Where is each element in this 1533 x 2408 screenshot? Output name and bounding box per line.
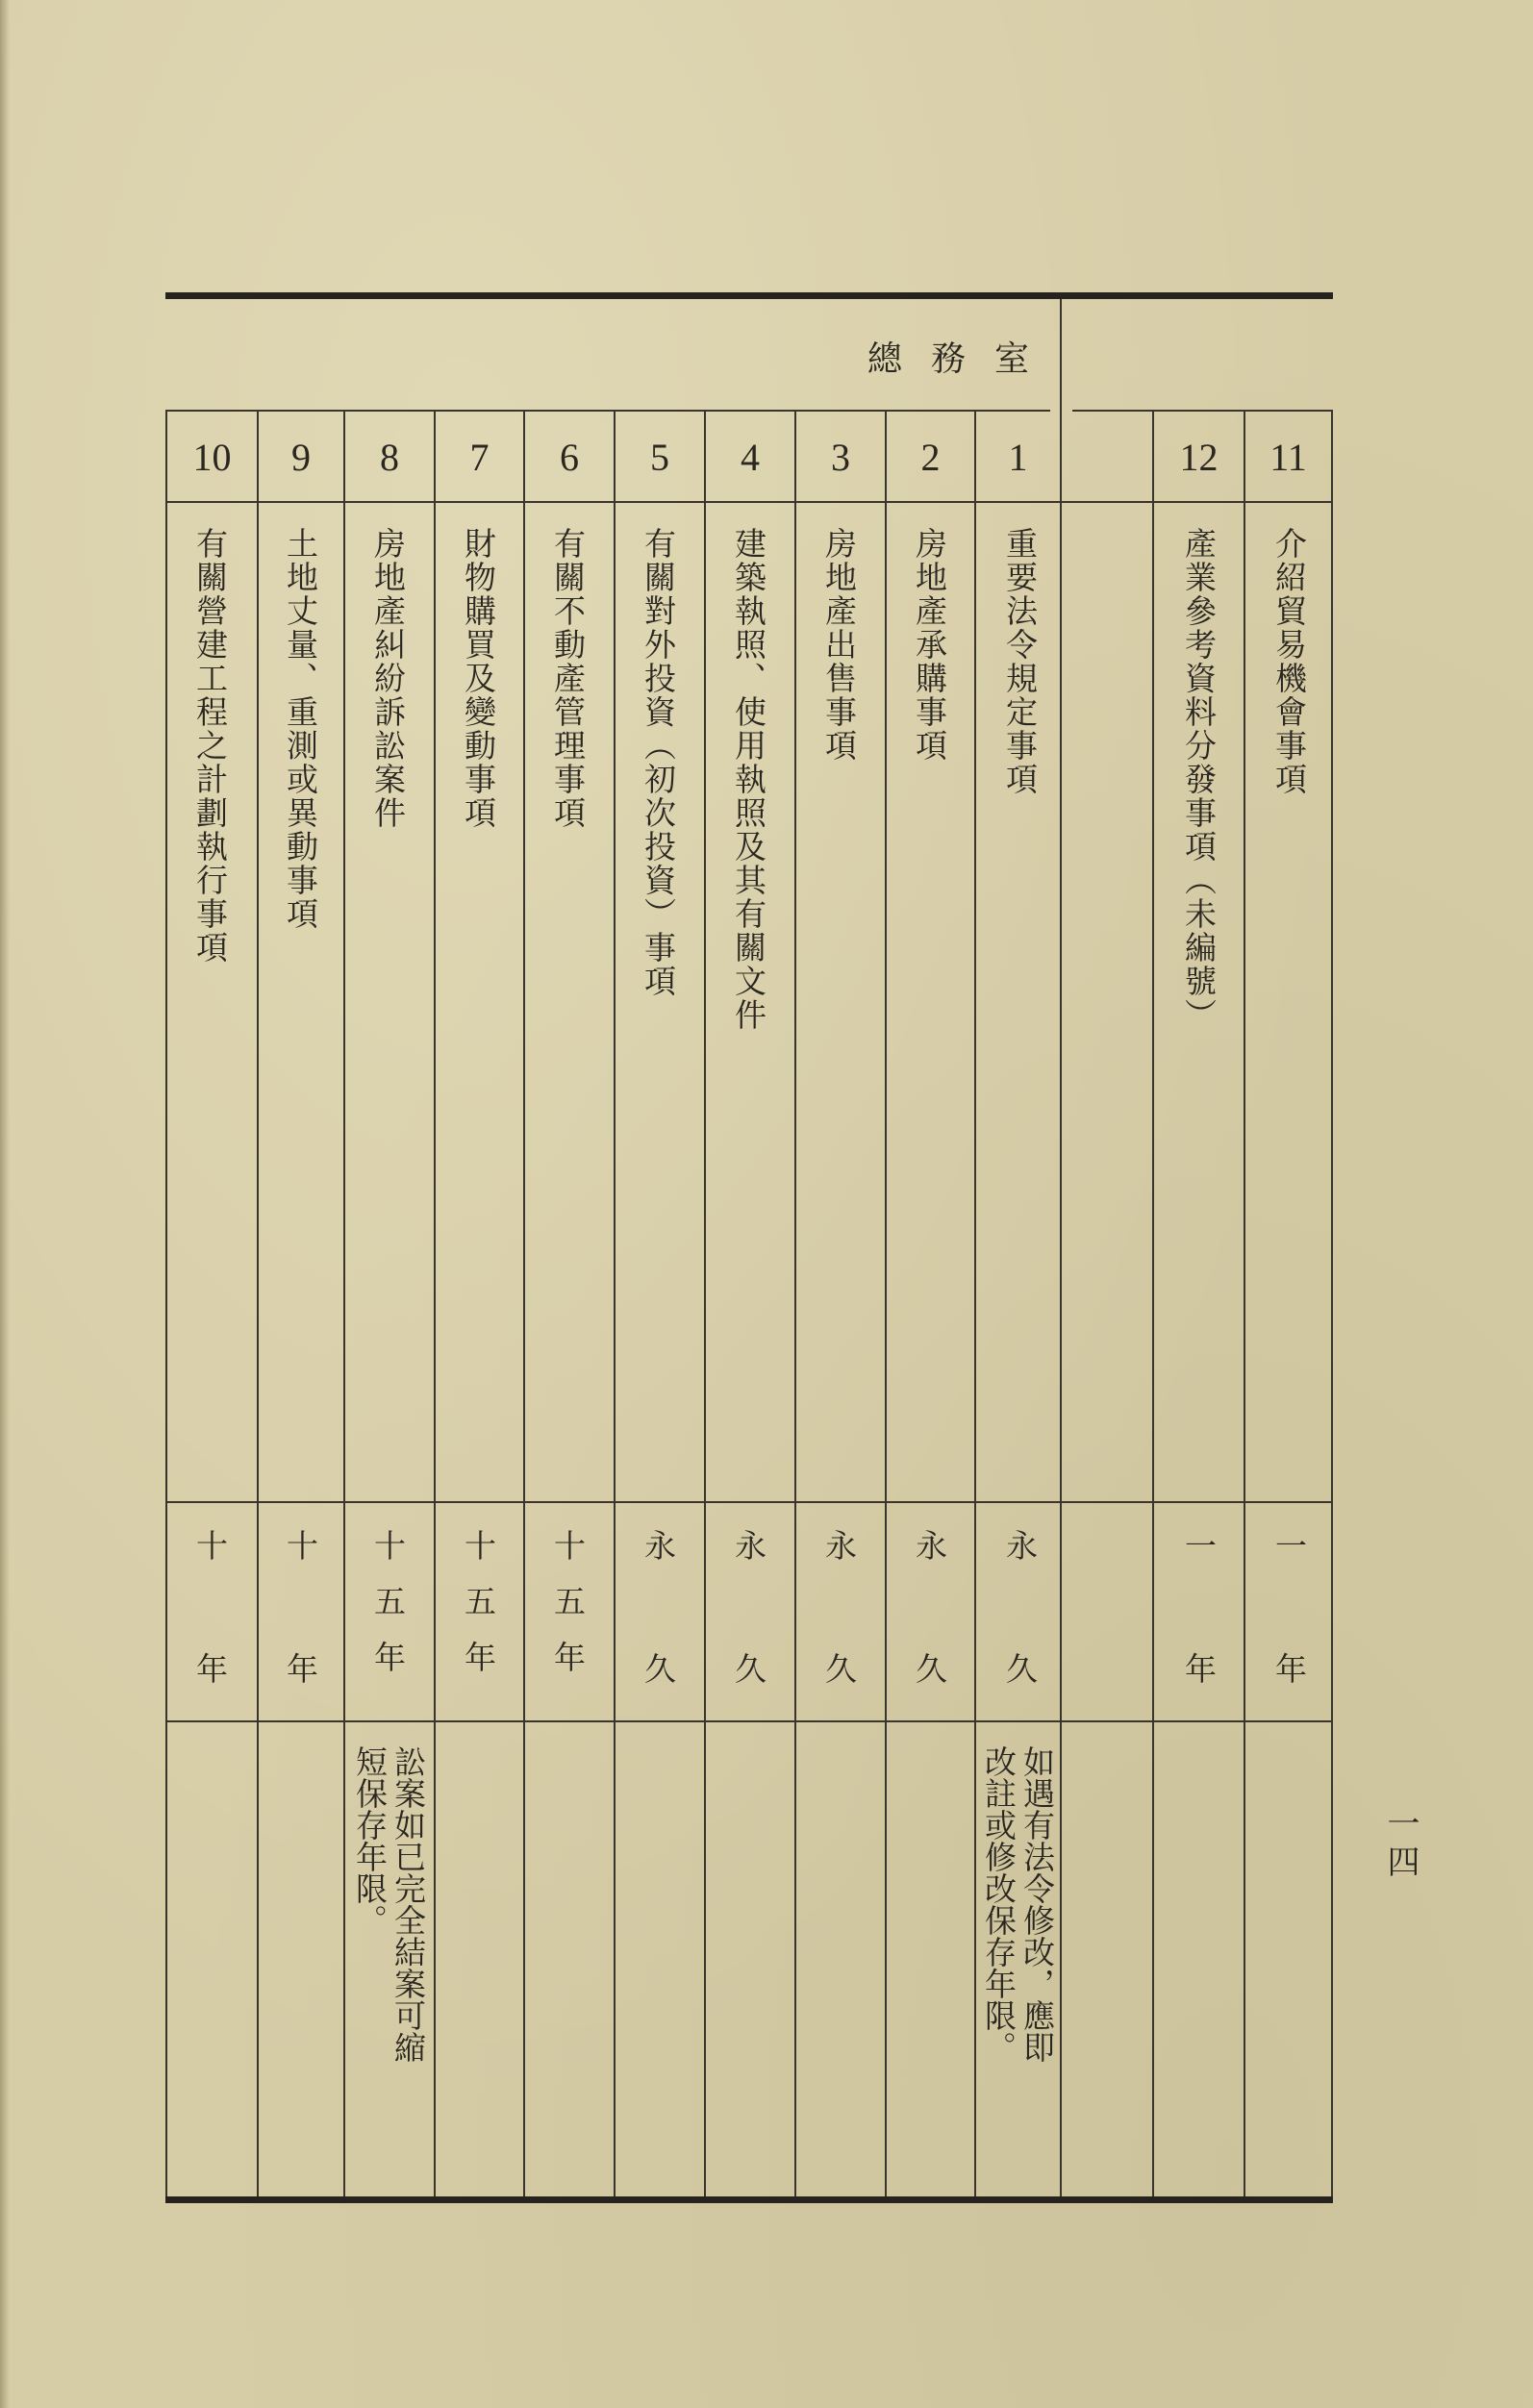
col-line bbox=[165, 412, 167, 2196]
col-line bbox=[794, 412, 796, 2196]
period-2: 永久 bbox=[911, 1529, 948, 1775]
col-number-1: 1 bbox=[1008, 435, 1028, 479]
period-7: 十五年 bbox=[460, 1529, 497, 1696]
period-12: 一年 bbox=[1180, 1529, 1218, 1775]
department-title: 總務室 bbox=[867, 339, 1058, 379]
col-line bbox=[523, 412, 525, 2196]
column-header-top-rule-right bbox=[1072, 410, 1333, 412]
period-6: 十五年 bbox=[549, 1529, 587, 1696]
col-line bbox=[434, 412, 436, 2196]
item-text-2: 房地產承購事項 bbox=[911, 527, 948, 763]
col-number-6: 6 bbox=[560, 435, 579, 479]
period-8: 十五年 bbox=[369, 1529, 407, 1696]
page-binding-edge bbox=[0, 0, 10, 2408]
col-number-10: 10 bbox=[192, 435, 232, 479]
bottom-thick-rule bbox=[165, 2196, 1333, 2203]
col-number-12: 12 bbox=[1179, 435, 1219, 479]
item-text-4: 建築執照、使用執照及其有關文件 bbox=[730, 527, 767, 1032]
item-text-12: 產業參考資料分發事項（未編號） bbox=[1180, 527, 1218, 1032]
col-line bbox=[885, 412, 887, 2196]
note-col8-line1: 訟案如已完全結案可縮 bbox=[390, 1745, 427, 2063]
period-1: 永久 bbox=[1001, 1529, 1039, 1775]
col-number-9: 9 bbox=[291, 435, 311, 479]
col-number-11: 11 bbox=[1269, 435, 1307, 479]
col-number-4: 4 bbox=[741, 435, 760, 479]
note-col1-line1: 如遇有法令修改，應即 bbox=[1018, 1745, 1056, 2063]
item-text-9: 土地丈量、重測或異動事項 bbox=[282, 527, 319, 931]
col-line bbox=[257, 412, 259, 2196]
period-9: 十年 bbox=[282, 1529, 319, 1775]
period-5: 永久 bbox=[640, 1529, 677, 1775]
item-text-7: 財物購買及變動事項 bbox=[460, 527, 497, 830]
item-text-11: 介紹貿易機會事項 bbox=[1270, 527, 1308, 796]
col-number-5: 5 bbox=[650, 435, 669, 479]
header-divider bbox=[1060, 299, 1062, 2196]
col-line bbox=[704, 412, 706, 2196]
item-text-1: 重要法令規定事項 bbox=[1001, 527, 1039, 796]
col-number-3: 3 bbox=[831, 435, 850, 479]
note-col1-line2: 改註或修改保存年限。 bbox=[980, 1745, 1018, 2063]
col-line bbox=[1244, 412, 1245, 2196]
item-text-6: 有關不動產管理事項 bbox=[549, 527, 587, 830]
col-number-2: 2 bbox=[920, 435, 941, 479]
page-number: 一四 bbox=[1381, 1806, 1420, 1883]
col-line bbox=[614, 412, 616, 2196]
period-11: 一年 bbox=[1270, 1529, 1308, 1775]
period-4: 永久 bbox=[730, 1529, 767, 1775]
period-3: 永久 bbox=[820, 1529, 858, 1775]
item-text-8: 房地產糾紛訴訟案件 bbox=[369, 527, 407, 830]
col-number-8: 8 bbox=[380, 435, 399, 479]
item-text-5: 有關對外投資（初次投資）事項 bbox=[640, 527, 677, 998]
col-line bbox=[1331, 412, 1333, 2196]
number-row-bottom-rule bbox=[165, 501, 1333, 503]
column-header-top-rule-left bbox=[165, 410, 1050, 412]
period-10: 十年 bbox=[191, 1529, 229, 1775]
col-number-7: 7 bbox=[469, 435, 490, 479]
item-row-bottom-rule bbox=[165, 1501, 1333, 1503]
top-thick-rule bbox=[165, 292, 1333, 299]
note-col8-line2: 短保存年限。 bbox=[351, 1745, 389, 1936]
col-line bbox=[343, 412, 345, 2196]
item-text-10: 有關營建工程之計劃執行事項 bbox=[191, 527, 229, 965]
col-line bbox=[1152, 412, 1154, 2196]
item-text-3: 房地產出售事項 bbox=[820, 527, 858, 763]
col-line bbox=[974, 412, 976, 2196]
